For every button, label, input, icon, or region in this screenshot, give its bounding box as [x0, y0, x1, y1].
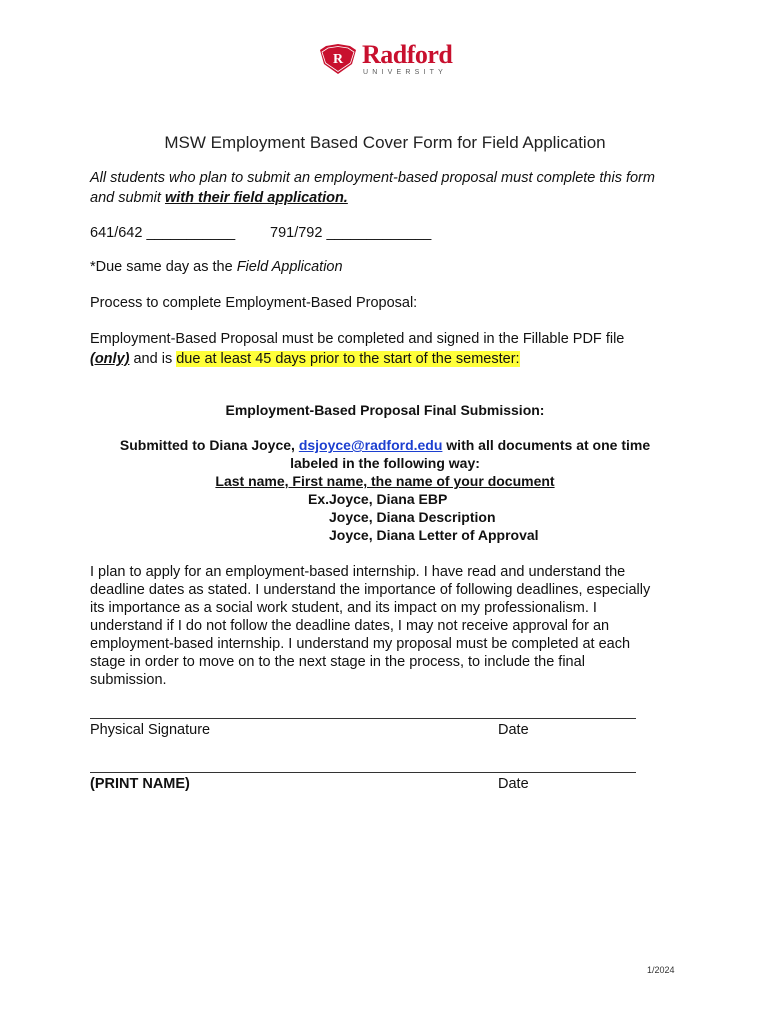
intro-emphasis: with their field application. [164, 190, 348, 206]
submission-line-2: labeled in the following way: [290, 455, 480, 471]
submission-block [0, 436, 770, 490]
statement-line: I plan to apply for an employment-based internship. I have read and understand the [90, 564, 626, 580]
due-note-prefix: *Due same day as the [90, 259, 237, 275]
statement-line: understand if I do not follow the deadline dates, I may not receive approval for an [90, 618, 610, 634]
print-name-line[interactable] [90, 772, 636, 773]
statement-paragraph [90, 563, 690, 689]
example-1: Ex.Joyce, Diana EBP [308, 491, 448, 507]
process-heading: Process to complete Employment-Based Proposal: [90, 295, 418, 311]
proposal-middle: and is [129, 351, 177, 367]
print-name-date-label: Date [498, 776, 529, 792]
example-2: Joyce, Diana Description [329, 509, 496, 525]
proposal-paragraph [90, 329, 690, 369]
intro-text [90, 168, 690, 208]
signature-date-label: Date [498, 722, 529, 738]
signature-label: Physical Signature [90, 722, 211, 738]
proposal-line-1: Employment-Based Proposal must be completed and signed in the Fillable PDF file [90, 331, 625, 347]
course-line [90, 223, 690, 243]
email-link[interactable]: dsjoyce@radford.edu [298, 437, 443, 453]
proposal-only: (only) [90, 351, 130, 367]
intro-line-2-prefix: and submit [90, 190, 165, 206]
submission-suffix: with all documents at one time [442, 437, 651, 453]
signature-line[interactable] [90, 718, 636, 719]
due-note-italic: Field Application [236, 259, 343, 275]
intro-line-2 [90, 188, 690, 208]
logo-wordmark: Radford [362, 40, 453, 69]
proposal-line-2 [90, 349, 690, 369]
print-name-label: (PRINT NAME) [90, 776, 190, 792]
statement-line: submission. [90, 672, 167, 688]
statement-line: its importance as a social work student, and its impact on my professionalism. I [90, 600, 597, 616]
proposal-deadline-highlight: due at least 45 days prior to the start of the semester: [176, 351, 520, 367]
submission-line-3: Last name, First name, the name of your document [215, 473, 555, 489]
statement-line: deadline dates as stated. I understand the importance of following deadlines, especially [90, 582, 651, 598]
final-submission-heading: Employment-Based Proposal Final Submission: [225, 402, 545, 418]
intro-line-1: All students who plan to submit an employment-based proposal must complete this form [90, 170, 655, 186]
due-note [90, 257, 690, 277]
statement-line: stage in order to move on to the next stage in the process, to include the final [90, 654, 585, 670]
radford-shield-icon [318, 44, 358, 74]
submission-line-1 [0, 436, 770, 454]
example-3: Joyce, Diana Letter of Approval [329, 527, 539, 543]
page-title: MSW Employment Based Cover Form for Field Application [164, 133, 606, 152]
footer-version: 1/2024 [647, 965, 675, 975]
course-791-field[interactable]: 791/792 _____________ [270, 225, 432, 241]
course-641-field[interactable]: 641/642 ___________ [90, 225, 236, 241]
logo-mark: R [332, 52, 344, 67]
logo-subtitle: UNIVERSITY [363, 69, 448, 76]
submission-prefix: Submitted to Diana Joyce, [119, 437, 299, 453]
statement-line: employment-based internship. I understand my proposal must be completed at each [90, 636, 631, 652]
